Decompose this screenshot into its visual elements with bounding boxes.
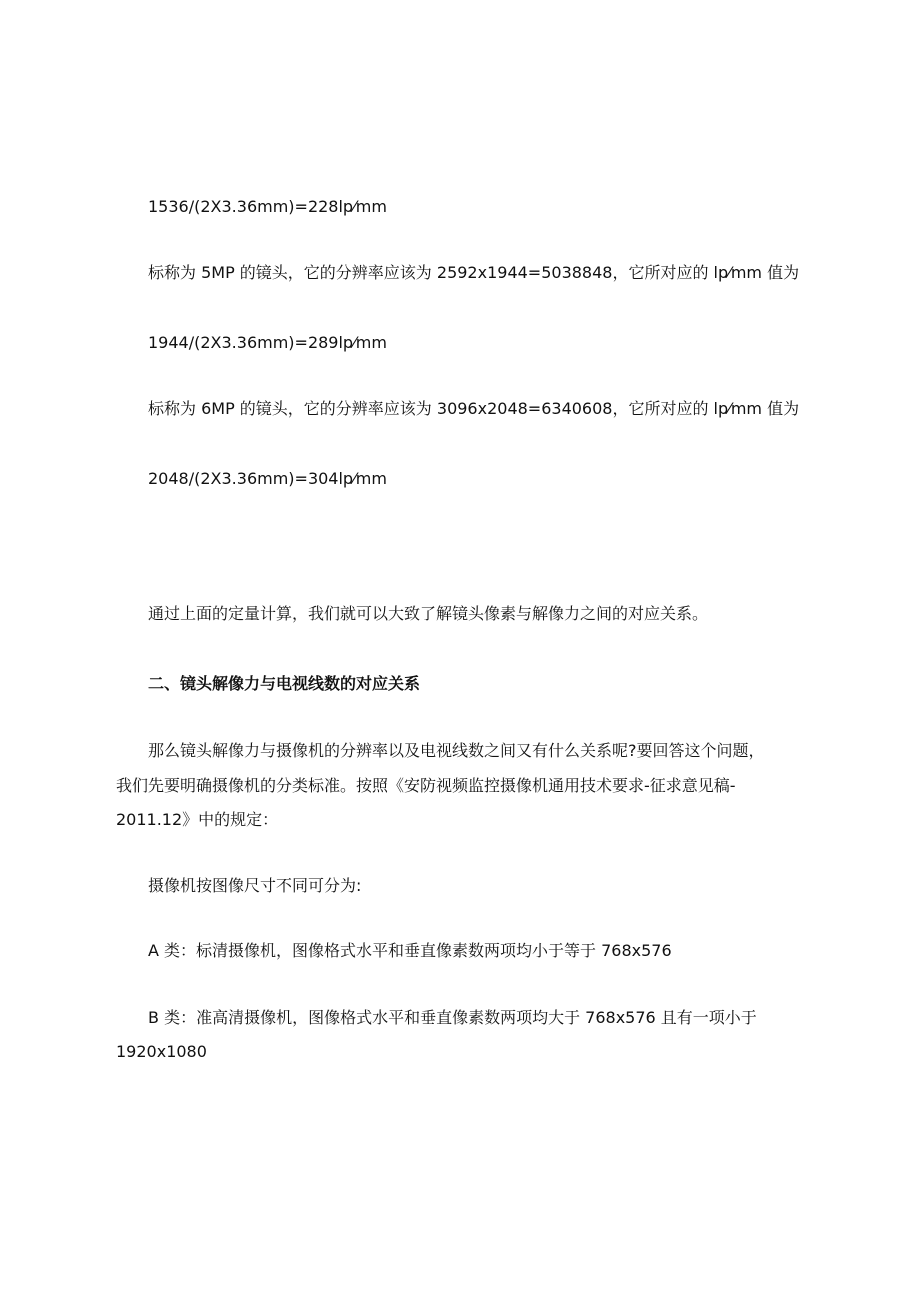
section-heading-2: 二、镜头解像力与电视线数的对应关系 — [148, 674, 421, 693]
class-b-item-line-1: B 类：准高清摄像机，图像格式水平和垂直像素数两项均大于 768x576 且有一项小于 — [148, 1008, 757, 1027]
paragraph-classification-intro: 摄像机按图像尺寸不同可分为: — [148, 876, 362, 895]
paragraph-question-line-3: 2011.12》中的规定： — [116, 810, 279, 829]
paragraph-6mp-lens: 标称为 6MP 的镜头，它的分辨率应该为 3096x2048=6340608，它所对应的 lp⁄mm 值为 — [148, 399, 800, 418]
paragraph-5mp-lens: 标称为 5MP 的镜头，它的分辨率应该为 2592x1944=5038848，它所对应的 lp⁄mm 值为 — [148, 263, 800, 282]
class-a-item: A 类：标清摄像机，图像格式水平和垂直像素数两项均小于等于 768x576 — [148, 941, 672, 960]
paragraph-question-line-1: 那么镜头解像力与摄像机的分辨率以及电视线数之间又有什么关系呢?要回答这个问题， — [148, 741, 765, 760]
formula-line-6mp: 2048/(2X3.36mm)=304lp⁄mm — [148, 469, 387, 488]
paragraph-summary: 通过上面的定量计算，我们就可以大致了解镜头像素与解像力之间的对应关系。 — [148, 604, 709, 623]
class-b-item-line-2: 1920x1080 — [116, 1042, 207, 1061]
formula-line-5mp: 1944/(2X3.36mm)=289lp⁄mm — [148, 333, 387, 352]
paragraph-question-line-2: 我们先要明确摄像机的分类标准。按照《安防视频监控摄像机通用技术要求-征求意见稿- — [116, 776, 736, 795]
formula-line-4mp: 1536/(2X3.36mm)=228lp⁄mm — [148, 197, 387, 216]
